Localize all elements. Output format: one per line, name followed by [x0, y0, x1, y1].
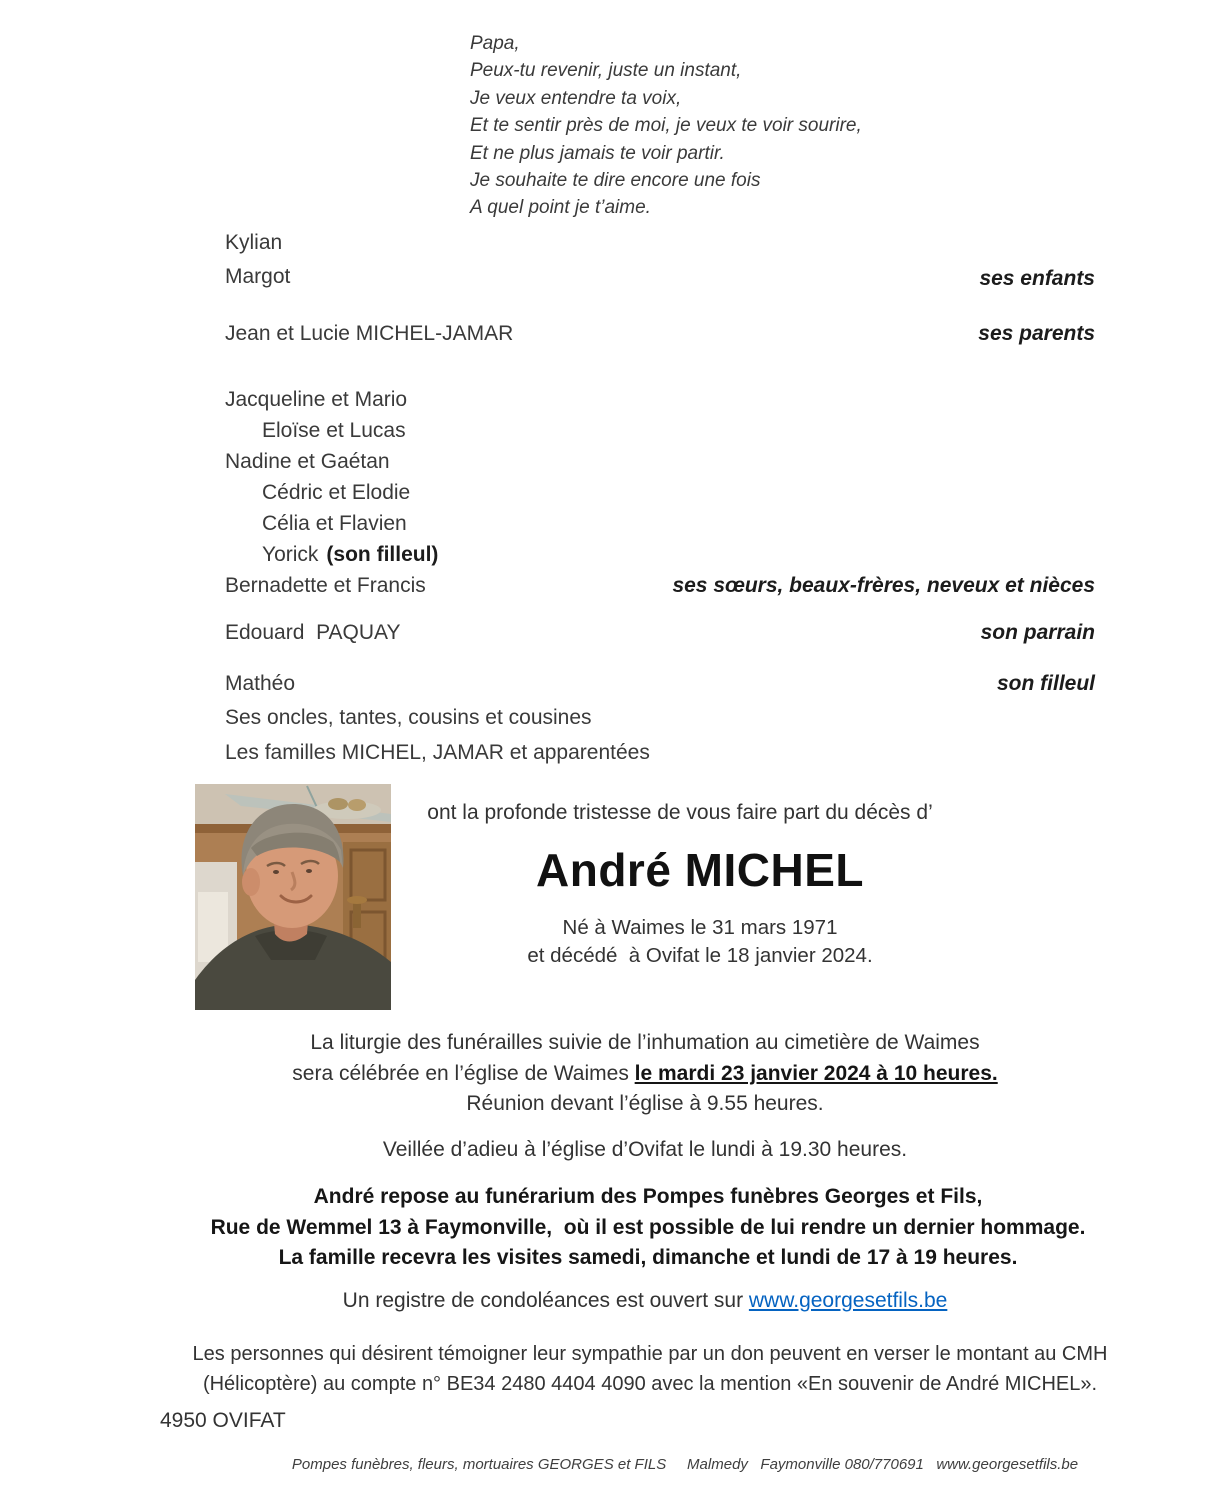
ceremony-block: [75, 1028, 1214, 1120]
register-line: [75, 1289, 1214, 1313]
poem-line: Et te sentir près de moi, je veux te voir sourire,: [470, 115, 862, 137]
poem: [470, 30, 862, 222]
birth-death-block: [330, 914, 1070, 970]
children-block: [225, 226, 1095, 294]
godson-suffix: (son filleul): [326, 543, 439, 566]
relation-label-godfather: son parrain: [980, 621, 1095, 644]
poem-line: Peux-tu revenir, juste un instant,: [470, 60, 742, 82]
name-line: Margot: [225, 265, 291, 288]
parents-block: [225, 322, 1095, 346]
name-line: Mathéo: [225, 672, 296, 695]
name-line: Edouard PAQUAY: [225, 621, 401, 644]
relation-label-children: ses enfants: [979, 267, 1095, 290]
godson-name: Yorick: [262, 543, 319, 566]
name-line: Cédric et Elodie: [262, 481, 411, 504]
poem-line: Et ne plus jamais te voir partir.: [470, 142, 725, 164]
repose-line: André repose au funérarium des Pompes funèbres Georges et Fils,: [313, 1185, 983, 1208]
relation-label-parents: ses parents: [978, 322, 1095, 345]
repose-line: Rue de Wemmel 13 à Faymonville, où il est possible de lui rendre un dernier hommage.: [210, 1215, 1086, 1239]
footer-line: Pompes funèbres, fleurs, mortuaires GEORGES et FILS Malmedy Faymonville 080/770691 www.georgesetfils.be: [291, 1456, 1079, 1473]
repose-line: La famille recevra les visites samedi, dimanche et lundi de 17 à 19 heures.: [278, 1246, 1018, 1269]
relation-label-siblings: ses sœurs, beaux-frères, neveux et nièces: [672, 574, 1095, 597]
name-line: Les familles MICHEL, JAMAR et apparentées: [225, 741, 650, 764]
condolence-website-link[interactable]: www.georgesetfils.be: [748, 1289, 948, 1312]
birth-line: Né à Waimes le 31 mars 1971: [562, 916, 838, 939]
address-line: 4950 OVIFAT: [160, 1409, 286, 1432]
name-line: Eloïse et Lucas: [262, 419, 406, 442]
poem-line: Je veux entendre ta voix,: [470, 87, 682, 109]
siblings-block: [225, 384, 1095, 601]
uncles-line-block: [225, 703, 1095, 733]
ceremony-date-highlight: le mardi 23 janvier 2024 à 10 heures.: [634, 1061, 998, 1085]
register-text: Un registre de condoléances est ouvert sur: [342, 1289, 749, 1312]
name-line: Jacqueline et Mario: [225, 388, 408, 411]
death-line: et décédé à Ovifat le 18 janvier 2024.: [527, 944, 873, 967]
name-line: Jean et Lucie MICHEL-JAMAR: [225, 322, 514, 345]
repose-block: [78, 1182, 1214, 1274]
donation-line: Les personnes qui désirent témoigner leur sympathie par un don peuvent en verser le montant au CMH: [192, 1343, 1108, 1365]
relation-label-godson: son filleul: [996, 672, 1095, 695]
ceremony-line: La liturgie des funérailles suivie de l’inhumation au cimetière de Waimes: [310, 1031, 980, 1054]
vigil-line: Veillée d’adieu à l’église d’Ovifat le lundi à 19.30 heures.: [382, 1138, 908, 1161]
announcement-intro: ont la profonde tristesse de vous faire part du décès d’: [427, 801, 933, 824]
name-line: [225, 539, 1095, 570]
deceased-name: André MICHEL: [536, 844, 864, 896]
poem-line: Papa,: [470, 33, 520, 54]
poem-line: Je souhaite te dire encore une fois: [470, 170, 761, 192]
name-line: Ses oncles, tantes, cousins et cousines: [225, 706, 592, 729]
ceremony-line-normal: sera célébrée en l’église de Waimes: [292, 1061, 635, 1085]
name-line: Kylian: [225, 231, 283, 254]
name-line: Bernadette et Francis: [225, 574, 426, 597]
godson-block: [225, 672, 1095, 696]
godfather-block: [225, 621, 1095, 645]
donation-line: (Hélicoptère) au compte n° BE34 2480 4404 4090 avec la mention «En souvenir de André MICHEL».: [202, 1373, 1098, 1395]
name-line: Nadine et Gaétan: [225, 450, 390, 473]
poem-line: A quel point je t’aime.: [470, 197, 651, 219]
families-line-block: [225, 737, 1095, 769]
donation-block: [70, 1339, 1214, 1399]
ceremony-line: Réunion devant l’église à 9.55 heures.: [466, 1092, 824, 1116]
ceremony-line: [75, 1059, 1214, 1090]
name-line: Célia et Flavien: [262, 512, 407, 535]
